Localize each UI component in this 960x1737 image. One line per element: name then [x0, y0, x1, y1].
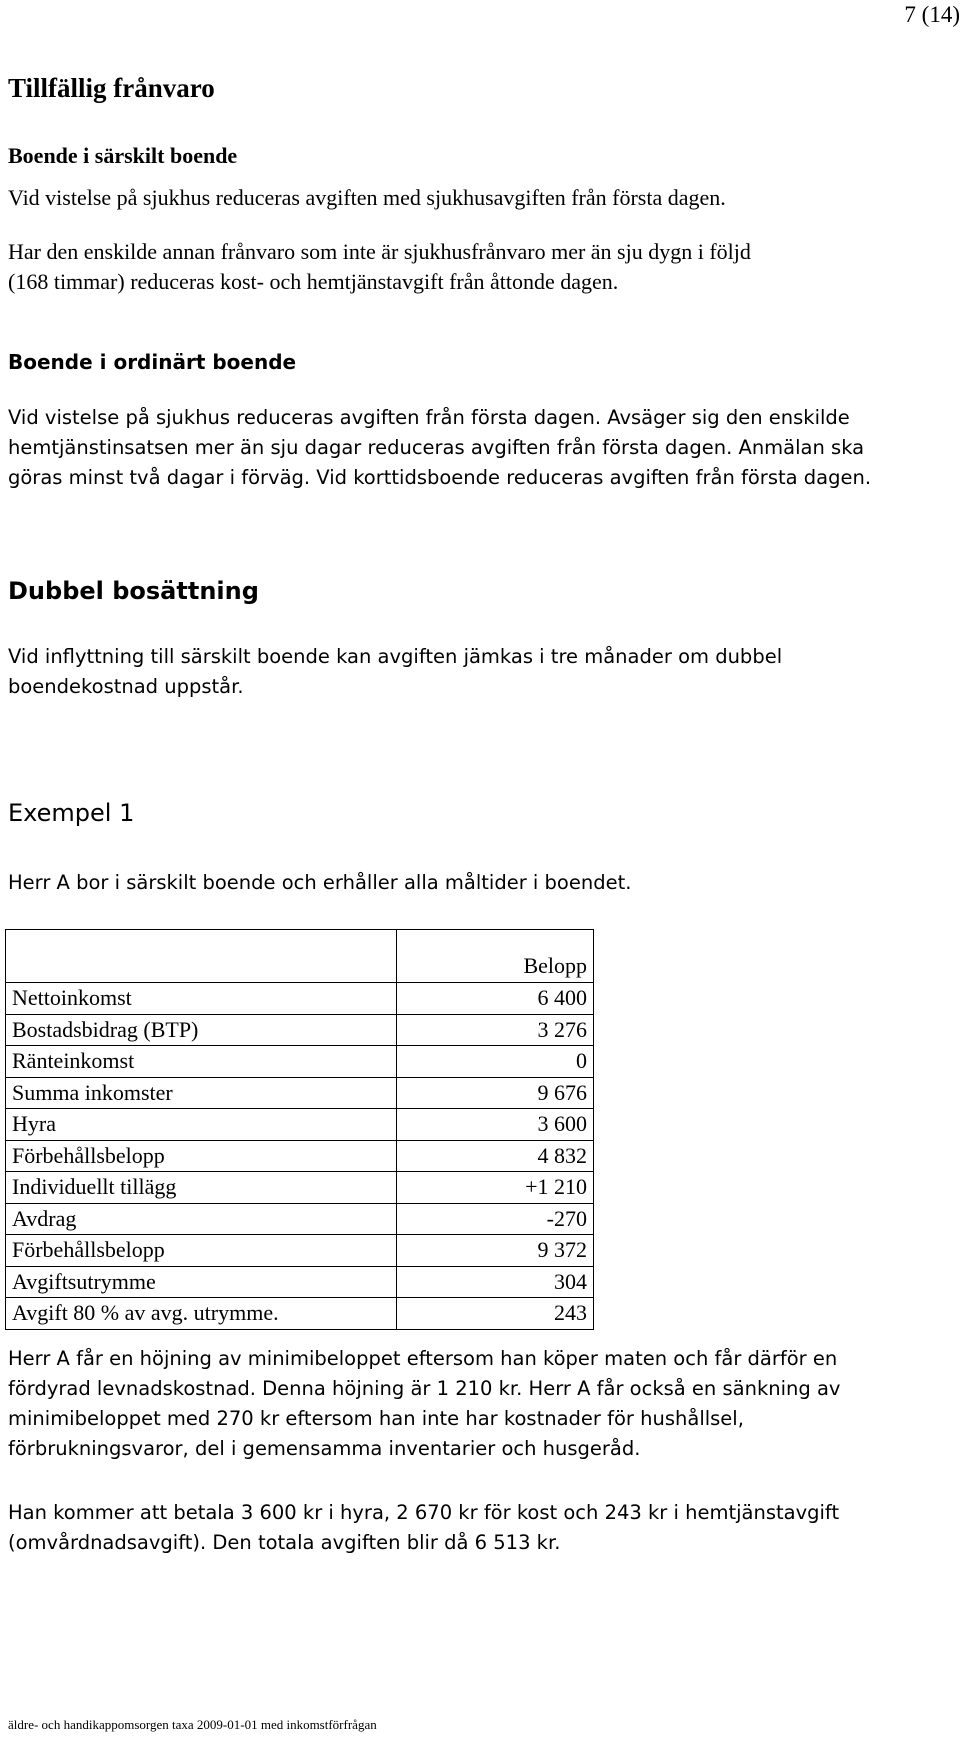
paragraph-hojning [8, 1344, 948, 1464]
table-header-row [6, 930, 594, 983]
text-line: Vid inflyttning till särskilt boende kan avgiften jämkas i tre månader om dubbel [8, 645, 783, 668]
table-row [6, 1266, 594, 1298]
text-line: (omvårdnadsavgift). Den totala avgiften blir då 6 513 kr. [8, 1531, 561, 1554]
paragraph-annan-franvaro [8, 237, 948, 297]
table-header-label [6, 930, 397, 983]
fee-calculation-table [5, 929, 594, 1330]
text-line: (168 timmar) reduceras kost- och hemtjänstavgift från åttonde dagen. [8, 269, 619, 294]
page-number: 7 (14) [904, 2, 960, 27]
page-title: Tillfällig frånvaro [8, 73, 215, 103]
table-row [6, 1014, 594, 1046]
row-label: Förbehållsbelopp [6, 1140, 397, 1172]
page-footer: äldre- och handikappomsorgen taxa 2009-01-01 med inkomstförfrågan [8, 1717, 377, 1732]
text-line: minimibeloppet med 270 kr eftersom han inte har kostnader för hushållsel, [8, 1407, 744, 1430]
row-label: Ränteinkomst [6, 1046, 397, 1078]
table-row [6, 1298, 594, 1330]
row-value: 4 832 [397, 1140, 594, 1172]
text-line: Vid vistelse på sjukhus reduceras avgiften från första dagen. Avsäger sig den enskilde [8, 406, 850, 429]
paragraph-sjukhus: Vid vistelse på sjukhus reduceras avgiften med sjukhusavgiften från första dagen. [8, 185, 726, 210]
row-value: 3 276 [397, 1014, 594, 1046]
row-label: Summa inkomster [6, 1077, 397, 1109]
row-value: 9 676 [397, 1077, 594, 1109]
row-label: Bostadsbidrag (BTP) [6, 1014, 397, 1046]
text-line: fördyrad levnadskostnad. Denna höjning är 1 210 kr. Herr A får också en sänkning av [8, 1377, 841, 1400]
heading-sarskilt-boende: Boende i särskilt boende [8, 143, 238, 168]
paragraph-exempel-intro: Herr A bor i särskilt boende och erhåller alla måltider i boendet. [8, 871, 632, 894]
row-label: Individuellt tillägg [6, 1172, 397, 1204]
row-label: Förbehållsbelopp [6, 1235, 397, 1267]
table-row [6, 1140, 594, 1172]
text-line: göras minst två dagar i förväg. Vid korttidsboende reduceras avgiften från första dagen. [8, 466, 872, 489]
row-value: 0 [397, 1046, 594, 1078]
heading-exempel-1: Exempel 1 [8, 799, 135, 827]
paragraph-ordinart-boende [8, 403, 948, 493]
table-row [6, 1046, 594, 1078]
paragraph-total-avgift [8, 1498, 948, 1558]
row-label: Nettoinkomst [6, 983, 397, 1015]
row-label: Hyra [6, 1109, 397, 1141]
paragraph-dubbel-bosattning [8, 642, 948, 702]
text-line: Herr A får en höjning av minimibeloppet eftersom han köper maten och får därför en [8, 1347, 838, 1370]
table-row [6, 1109, 594, 1141]
row-value: +1 210 [397, 1172, 594, 1204]
heading-ordinart-boende: Boende i ordinärt boende [8, 350, 297, 374]
row-value: -270 [397, 1203, 594, 1235]
table-row [6, 1172, 594, 1204]
row-label: Avgift 80 % av avg. utrymme. [6, 1298, 397, 1330]
row-label: Avdrag [6, 1203, 397, 1235]
text-line: boendekostnad uppstår. [8, 675, 244, 698]
row-value: 6 400 [397, 983, 594, 1015]
table-row [6, 1235, 594, 1267]
text-line: Har den enskilde annan frånvaro som inte är sjukhusfrånvaro mer än sju dygn i följd [8, 239, 751, 264]
text-line: förbrukningsvaror, del i gemensamma inventarier och husgeråd. [8, 1437, 641, 1460]
table-row [6, 1077, 594, 1109]
row-value: 3 600 [397, 1109, 594, 1141]
table-header-belopp: Belopp [397, 930, 594, 983]
heading-dubbel-bosattning: Dubbel bosättning [8, 577, 259, 605]
text-line: Han kommer att betala 3 600 kr i hyra, 2 670 kr för kost och 243 kr i hemtjänstavgift [8, 1501, 840, 1524]
text-line: hemtjänstinsatsen mer än sju dagar reduceras avgiften från första dagen. Anmälan ska [8, 436, 865, 459]
table-row [6, 983, 594, 1015]
table-row [6, 1203, 594, 1235]
row-value: 243 [397, 1298, 594, 1330]
row-label: Avgiftsutrymme [6, 1266, 397, 1298]
row-value: 9 372 [397, 1235, 594, 1267]
row-value: 304 [397, 1266, 594, 1298]
